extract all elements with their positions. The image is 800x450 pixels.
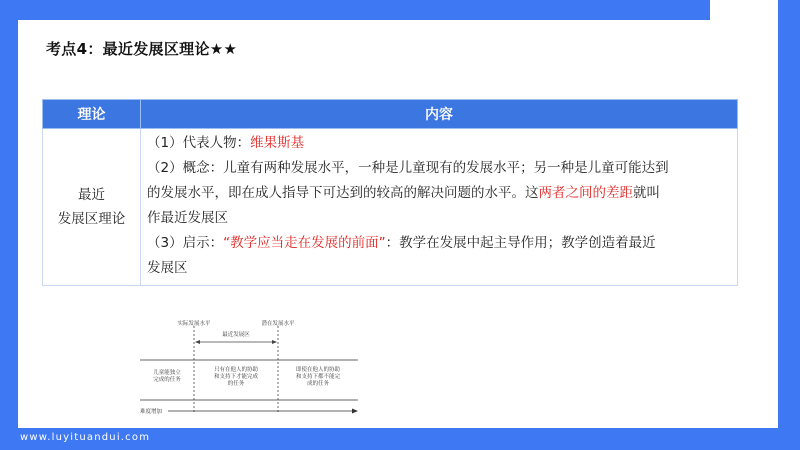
row-label-line1: 最近 — [78, 187, 105, 203]
point-2-line1: （2）概念：儿童有两种发展水平，一种是儿童现有的发展水平；另一种是儿童可能达到 — [147, 160, 669, 176]
header-content: 内容 — [141, 100, 738, 129]
point-3-line2: 发展区 — [147, 260, 188, 276]
col3-line3: 成的任务 — [306, 381, 330, 387]
actual-level-label: 实际发展水平 — [177, 321, 211, 327]
slide — [18, 20, 778, 428]
point-2-line2: 的发展水平，即在成人指导下可达到的较高的解决问题的水平。这 — [147, 185, 539, 201]
axis-label: 难度增加 — [140, 409, 163, 415]
col2-line1: 只有在他人的协助 — [213, 367, 259, 373]
zone-label: 最近发展区 — [222, 332, 250, 338]
table-row — [43, 129, 738, 286]
point-1 — [147, 131, 731, 156]
col2-line3: 的任务 — [227, 381, 245, 387]
point-3 — [147, 231, 731, 281]
representative-name: 维果斯基 — [250, 135, 305, 151]
difficulty-axis-head — [352, 409, 358, 414]
col1-line1: 儿童能独立 — [153, 370, 181, 376]
teaching-quote: “教学应当走在发展的前面” — [223, 235, 386, 251]
row-label — [43, 129, 141, 286]
col3-line2: 和支持下都不能完 — [295, 374, 341, 380]
point-2-line2-end: 就叫 — [633, 185, 660, 201]
row-content — [141, 129, 738, 286]
corner-tab — [710, 0, 778, 20]
col1-line2: 完成的任务 — [153, 377, 181, 383]
point-3-label: （3）启示： — [147, 235, 224, 251]
point-2 — [147, 156, 731, 231]
footer-url: www.luyituandui.com — [20, 432, 151, 443]
zpd-diagram — [132, 316, 362, 428]
row-label-line2: 发展区理论 — [57, 211, 126, 227]
point-2-line3: 作最近发展区 — [147, 210, 228, 226]
point-1-label: （1）代表人物： — [147, 135, 251, 151]
point-3-text: ：教学在发展中起主导作用；教学创造着最近 — [385, 235, 656, 251]
col3-line1: 即使在他人的协助 — [295, 367, 341, 373]
col2-line2: 和支持下才能完成 — [213, 374, 259, 380]
header-theory: 理论 — [43, 100, 141, 129]
table-header-row — [43, 100, 738, 129]
zone-arrow-right-head — [272, 340, 277, 344]
zone-arrow-left-head — [195, 340, 200, 344]
gap-highlight: 两者之间的差距 — [538, 185, 633, 201]
theory-table — [42, 99, 738, 286]
page-title: 考点4：最近发展区理论★★ — [46, 40, 238, 58]
potential-level-label: 潜在发展水平 — [261, 321, 295, 327]
